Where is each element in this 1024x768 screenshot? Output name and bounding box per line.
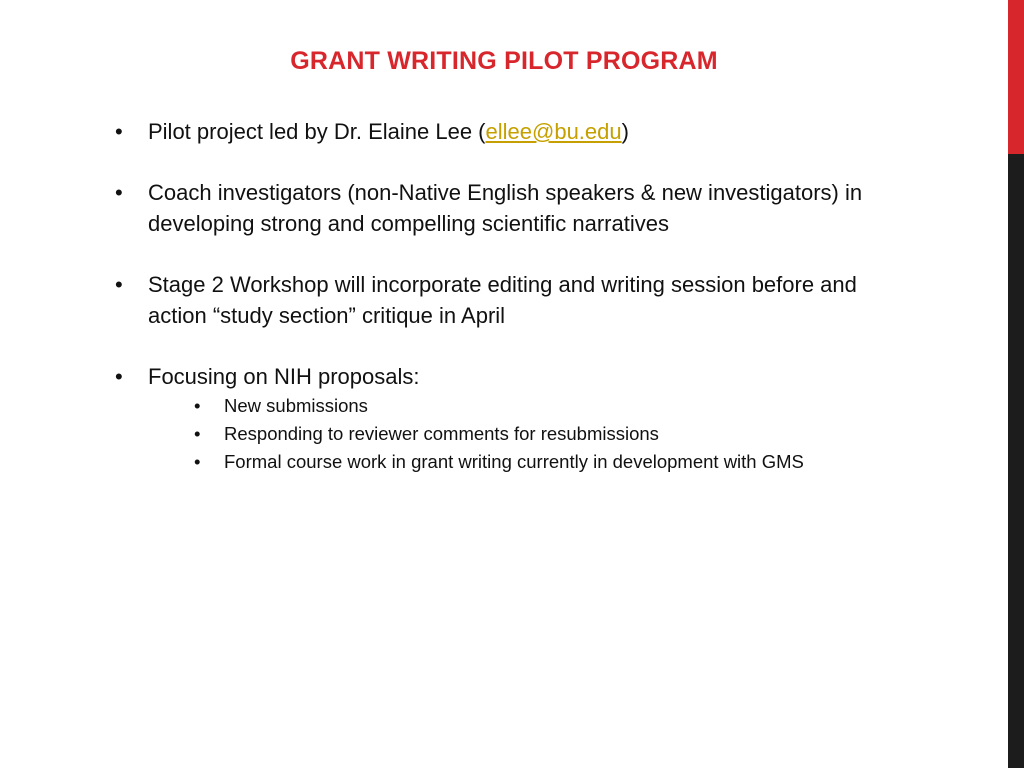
sub-bullet-marker: •: [194, 423, 201, 444]
sub-bullet-text: New submissions: [224, 395, 368, 416]
bullet-text: Pilot project led by Dr. Elaine Lee (: [148, 119, 486, 144]
sub-bullet-marker: •: [194, 395, 201, 416]
sub-bullet-item: [112, 448, 902, 476]
side-accent-dark: [1008, 154, 1024, 768]
email-link[interactable]: ellee@bu.edu: [485, 119, 622, 144]
bullet-text: Stage 2 Workshop will incorporate editing and writing session before and action “study section” critique in April: [148, 272, 857, 328]
sub-bullet-list: [112, 392, 902, 476]
bullet-item-pilot-lead: [112, 116, 902, 147]
bullet-marker: •: [115, 119, 123, 144]
bullet-marker: •: [115, 180, 123, 205]
bullet-marker: •: [115, 364, 123, 389]
side-accent-bar: [1008, 0, 1024, 768]
bullet-item-coach: [112, 177, 902, 239]
bullet-marker: •: [115, 272, 123, 297]
bullet-text-end: ): [621, 119, 629, 144]
sub-bullet-item: [112, 420, 902, 448]
slide-title: GRANT WRITING PILOT PROGRAM: [290, 47, 718, 75]
sub-bullet-text: Responding to reviewer comments for resubmissions: [224, 423, 659, 444]
bullet-text: Focusing on NIH proposals:: [148, 364, 420, 389]
bullet-item-workshop: [112, 269, 902, 331]
side-accent-red: [1008, 0, 1024, 154]
sub-bullet-marker: •: [194, 451, 201, 472]
bullet-list: [112, 116, 902, 476]
bullet-item-nih-focus: [112, 361, 902, 392]
bullet-text: Coach investigators (non-Native English speakers & new investigators) in developing strong and compelling scientific narratives: [148, 180, 863, 236]
sub-bullet-item: [112, 392, 902, 420]
sub-bullet-text: Formal course work in grant writing currently in development with GMS: [224, 451, 804, 472]
